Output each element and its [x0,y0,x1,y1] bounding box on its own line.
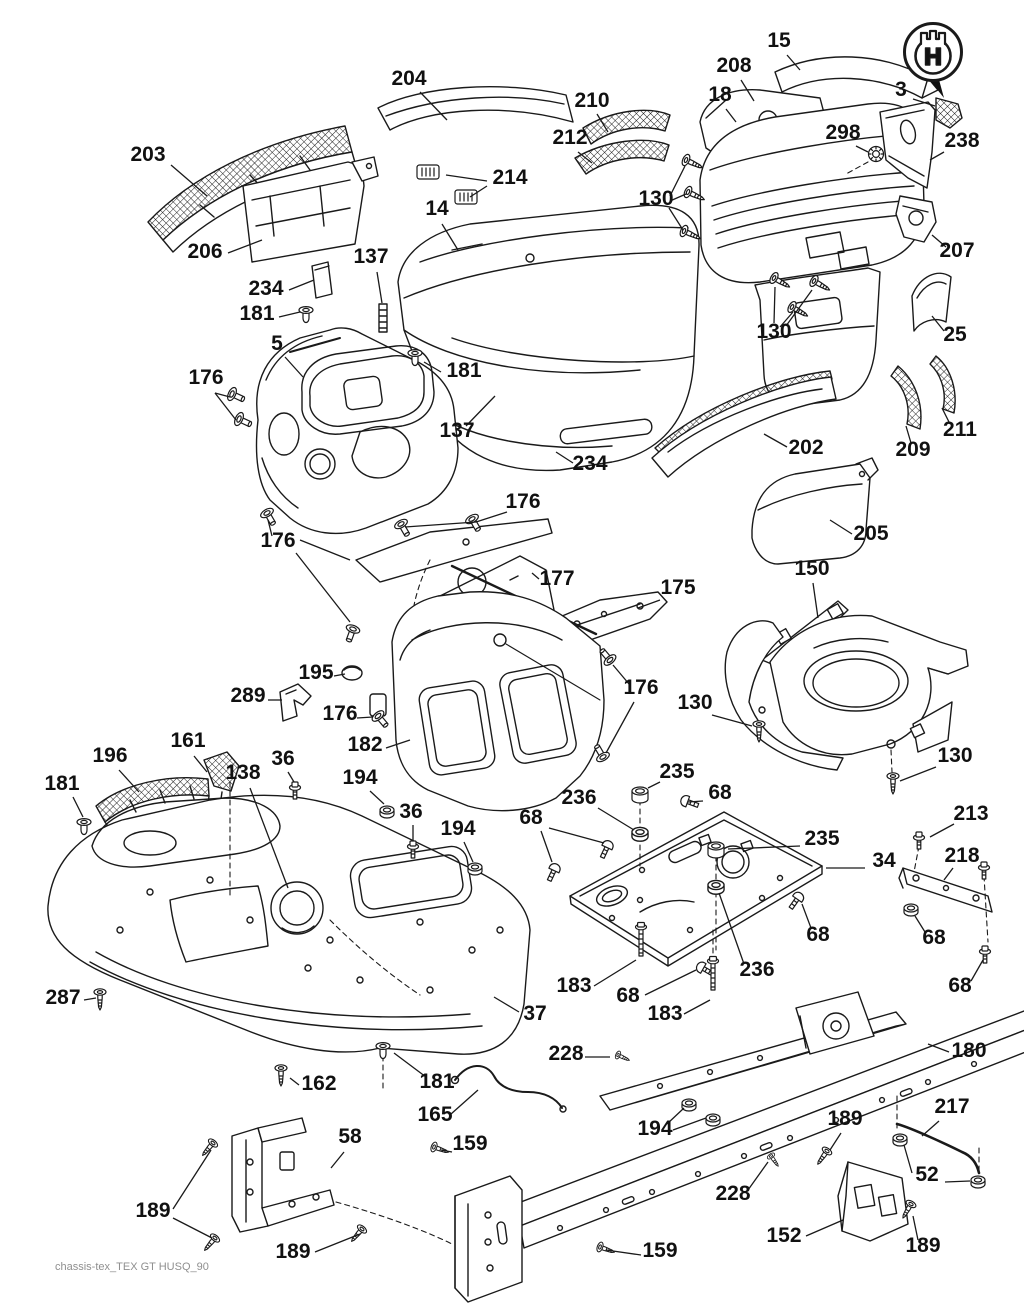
leader-line [971,960,983,981]
part-screw-189 [200,1232,221,1254]
leader-line [813,583,818,618]
part-number-label: 236 [561,786,597,809]
part-nut-194 [682,1099,696,1111]
part-number-label: 3 [895,78,907,101]
part-number-label: 194 [637,1117,673,1140]
part-number-label: 235 [804,827,840,850]
part-panel-205 [752,458,878,564]
part-number-label: 68 [519,806,543,829]
part-number-label: 58 [338,1125,362,1148]
part-number-label: 208 [716,54,752,77]
leader-line [904,1145,912,1173]
part-number-label: 234 [248,277,284,300]
part-number-label: 196 [92,744,128,767]
part-number-label: 189 [135,1199,171,1222]
part-number-label: 236 [739,958,775,981]
part-number-label: 176 [623,676,659,699]
part-number-label: 182 [347,733,383,756]
leader-line [806,1220,843,1236]
part-number-label: 52 [915,1163,939,1186]
part-nut-194 [380,806,394,818]
part-seat-plate-34 [570,800,822,966]
leader-line [648,782,660,788]
part-number-label: 289 [230,684,266,707]
part-number-label: 15 [767,29,791,52]
part-number-label: 130 [756,320,792,343]
part-console-support-150 [725,601,968,772]
leader-line [900,767,936,781]
part-number-label: 218 [944,844,980,867]
part-nut-194 [468,863,482,875]
part-bolt-213 [979,862,990,879]
part-cap-195 [342,666,362,680]
leader-line [279,312,300,317]
part-number-label: 181 [446,359,482,382]
part-number-label: 68 [948,974,972,997]
part-number-label: 161 [170,729,206,752]
leader-line [945,1181,970,1182]
leader-line [315,1234,360,1252]
part-number-label: 130 [677,691,713,714]
part-number-label: 210 [574,89,610,112]
part-number-label: 194 [440,817,476,840]
part-number-label: 181 [44,772,80,795]
part-screw-159 [430,1141,450,1157]
leader-line [944,868,953,880]
leader-line [464,842,473,862]
part-number-label: 177 [539,567,575,590]
leader-line [288,772,294,782]
part-number-label: 176 [322,702,358,725]
leader-line [73,797,83,817]
part-number-label: 34 [872,849,896,872]
part-number-label: 189 [827,1107,863,1130]
part-number-label: 5 [271,332,283,355]
leader-line [594,960,636,986]
part-number-label: 176 [505,490,541,513]
part-bolt-68 [544,862,562,883]
part-screw-130 [681,153,705,173]
part-number-label: 137 [439,419,475,442]
part-number-label: 211 [943,418,977,441]
leader-line [446,175,487,181]
part-clip-214 [455,190,477,204]
part-push-fastener-181 [77,819,91,835]
part-number-label: 287 [45,986,81,1009]
part-number-label: 217 [934,1095,970,1118]
part-number-label: 37 [523,1002,547,1025]
part-number-label: 130 [638,187,674,210]
part-harness-rod-165 [452,1066,567,1112]
part-number-label: 18 [708,83,732,106]
leader-line [173,1218,212,1238]
leader-line [405,522,476,527]
part-number-label: 152 [766,1224,802,1247]
leader-line [930,824,954,837]
part-screw-228 [614,1050,631,1064]
part-number-label: 189 [905,1234,941,1257]
part-number-label: 204 [391,67,427,90]
part-screw-189 [347,1223,368,1245]
part-number-label: 202 [788,436,824,459]
part-strip-209 [891,366,921,429]
leader-line [645,970,696,995]
part-number-label: 181 [239,302,275,325]
part-push-fastener-181 [299,307,313,323]
leader-line [84,998,96,1000]
part-bushing-235 [708,842,724,858]
leader-line [290,1078,299,1085]
part-number-label: 238 [944,129,980,152]
leader-line [300,540,350,560]
part-nut-52 [893,1134,907,1146]
leader-line [377,272,382,303]
leader-line [296,553,350,622]
part-number-label: 181 [419,1070,455,1093]
part-screw-162 [275,1065,287,1086]
part-screw-287 [94,989,106,1010]
part-push-fastener-181 [376,1043,390,1059]
part-number-label: 207 [939,239,975,262]
part-screw-176 [342,623,361,644]
leader-line [357,717,373,718]
part-number-label: 130 [937,744,973,767]
part-screw-176 [233,411,254,431]
part-clip-289 [280,684,311,721]
part-number-label: 205 [853,522,889,545]
part-number-label: 36 [399,800,423,823]
leader-line [331,1152,344,1168]
part-number-label: 234 [572,452,608,475]
part-number-label: 213 [953,802,989,825]
part-bolt-68 [980,946,991,963]
part-number-label: 228 [715,1182,751,1205]
part-bushing-235 [632,787,648,803]
footer-drawing-code: chassis-tex_TEX GT HUSQ_90 [55,1261,209,1273]
leader-line [173,1150,211,1209]
part-screw-130 [887,773,899,794]
leader-line [830,1133,841,1150]
leader-line [289,280,314,290]
part-number-label: 68 [708,781,732,804]
leader-line [598,808,634,830]
part-number-label: 209 [895,438,931,461]
part-number-label: 137 [353,245,389,268]
part-screw-189 [198,1137,219,1159]
leader-line [673,1118,706,1130]
part-number-label: 165 [417,1103,453,1126]
part-screw-228 [766,1152,781,1169]
part-number-label: 159 [642,1239,678,1262]
part-number-label: 183 [647,1002,683,1025]
leader-line [451,1090,478,1114]
part-number-label: 150 [794,557,830,580]
part-number-label: 214 [492,166,528,189]
part-number-label: 194 [342,766,378,789]
logo-letter: H [923,45,943,71]
part-number-label: 162 [301,1072,337,1095]
part-spacer-nut-236 [708,880,724,894]
part-screw-176 [393,517,414,539]
part-speed-nut-298 [869,147,884,162]
part-number-label: 176 [188,366,224,389]
part-number-label: 206 [187,240,223,263]
leader-line [764,434,787,447]
part-nut-52 [971,1176,985,1188]
part-number-label: 212 [552,126,588,149]
part-lower-dash-182 [370,592,604,811]
part-number-label: 180 [951,1039,987,1062]
part-hood-insert-204 [378,87,573,130]
leader-line [549,828,604,843]
leader-line [748,1162,768,1190]
leader-line [476,512,507,522]
part-number-label: 176 [260,529,296,552]
part-number-label: 175 [660,576,696,599]
part-spacer-nut-236 [632,827,648,841]
part-number-label: 298 [825,121,861,144]
crown-icon [921,31,945,44]
part-number-label: 189 [275,1240,311,1263]
leader-line [684,1000,710,1014]
leader-line [370,791,384,804]
part-number-label: 25 [943,323,967,346]
part-number-label: 203 [130,143,166,166]
leader-line [922,1121,939,1136]
part-number-label: 68 [616,984,640,1007]
part-strip-211 [930,356,955,413]
part-number-label: 228 [548,1042,584,1065]
part-number-label: 138 [225,761,261,784]
part-clip-214 [417,165,439,179]
leader-line [541,831,552,862]
part-number-label: 68 [806,923,830,946]
part-number-label: 36 [271,747,295,770]
part-side-strip-212 [575,140,669,174]
part-number-label: 159 [452,1132,488,1155]
part-nut-68 [904,904,918,916]
part-number-label: 195 [298,661,334,684]
part-nut-194 [706,1114,720,1126]
leader-line [606,702,634,753]
part-number-label: 68 [922,926,946,949]
part-side-strip-210 [583,110,670,144]
part-screw-159 [596,1241,616,1257]
part-bolt-213 [914,832,925,849]
part-number-label: 235 [659,760,695,783]
part-number-label: 183 [556,974,592,997]
part-skid-bracket-152 [838,1162,908,1241]
part-number-label: 14 [425,197,449,220]
